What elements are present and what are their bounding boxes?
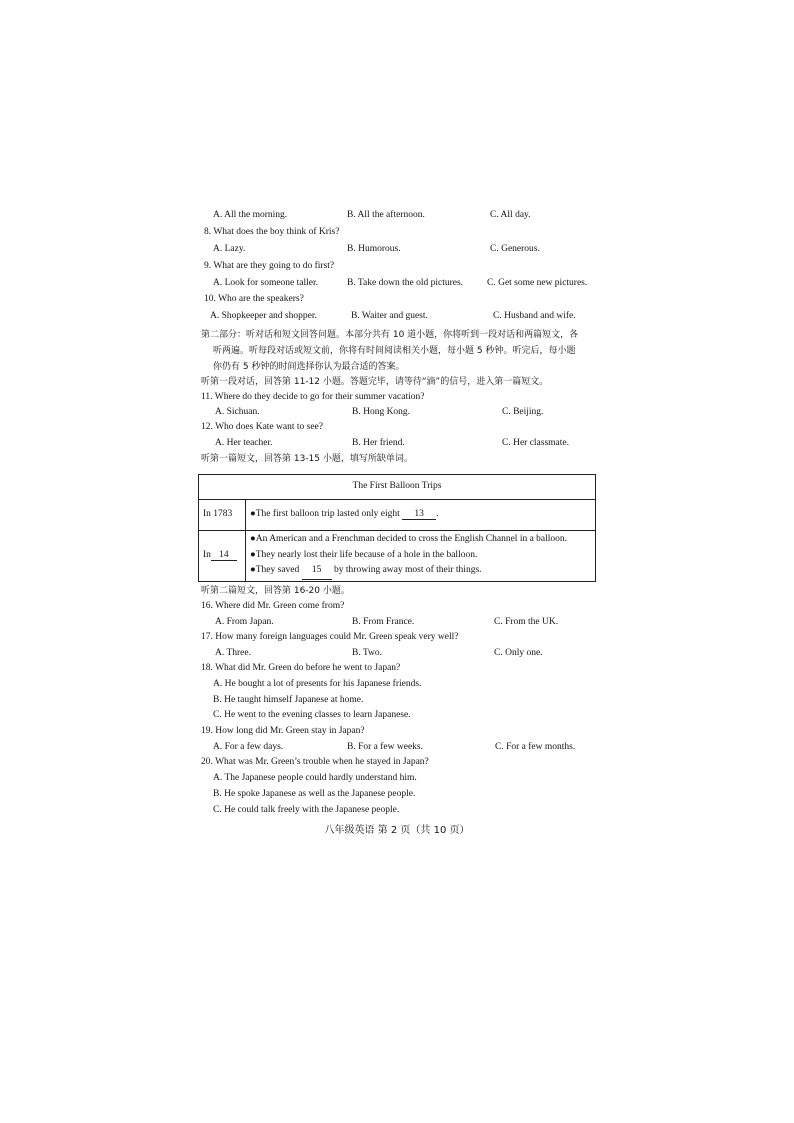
q17-stem: 17. How many foreign languages could Mr. Green speak very well? bbox=[201, 632, 459, 642]
q19-option-a: A. For a few days. bbox=[213, 742, 284, 752]
row1-key: In 1783 bbox=[199, 500, 246, 531]
q10-stem: 10. Who are the speakers? bbox=[204, 294, 304, 304]
table-row-1783 bbox=[199, 500, 596, 531]
q19-option-b: B. For a few weeks. bbox=[347, 742, 423, 752]
q11-options bbox=[0, 408, 794, 422]
page-footer: 八年级英语 第 2 页（共 10 页） bbox=[324, 825, 470, 836]
q20-option-a-line bbox=[0, 774, 794, 788]
q18-option-a-line bbox=[0, 680, 794, 694]
q20-option-a: A. The Japanese people could hardly understand him. bbox=[213, 773, 417, 783]
row1-content bbox=[246, 500, 596, 531]
q10-option-b: B. Waiter and guest. bbox=[351, 311, 428, 321]
part2-instructions-line2 bbox=[0, 347, 794, 361]
q11-option-c: C. Beijing. bbox=[502, 407, 544, 417]
q8-option-a: A. Lazy. bbox=[213, 244, 246, 254]
row2-key bbox=[199, 531, 246, 582]
q19-option-c: C. For a few months. bbox=[495, 742, 576, 752]
q7-option-b: B. All the afternoon. bbox=[347, 210, 425, 220]
q12-options bbox=[0, 439, 794, 453]
row2-bullet-1: ●An American and a Frenchman decided to cross the English Channel in a balloon. bbox=[250, 534, 568, 545]
q20-option-c: C. He could talk freely with the Japanese people. bbox=[213, 805, 400, 815]
q8-options bbox=[0, 245, 794, 259]
row2-bullet-3-before: ●They saved bbox=[250, 565, 300, 576]
blank-14[interactable]: 14 bbox=[211, 551, 237, 562]
passage2-intro bbox=[0, 587, 794, 601]
q16-options bbox=[0, 618, 794, 632]
q17-options bbox=[0, 649, 794, 663]
q17-stem-line bbox=[0, 633, 794, 647]
q7-option-a: A. All the morning. bbox=[213, 210, 288, 220]
q18-stem-line bbox=[0, 664, 794, 678]
part2-instructions-line3 bbox=[0, 363, 794, 377]
q9-stem-line bbox=[0, 262, 794, 276]
dialog-intro bbox=[0, 378, 794, 392]
q16-stem: 16. Where did Mr. Green come from? bbox=[201, 601, 345, 611]
q18-option-b-line bbox=[0, 696, 794, 710]
q20-stem-line bbox=[0, 758, 794, 772]
row1-text-before: ●The first balloon trip lasted only eight bbox=[250, 508, 400, 519]
q19-stem-line bbox=[0, 727, 794, 741]
table-row-in-14 bbox=[199, 531, 596, 582]
q16-option-b: B. From France. bbox=[352, 617, 415, 627]
q19-options bbox=[0, 743, 794, 757]
q17-option-c: C. Only one. bbox=[494, 648, 543, 658]
part2-line1-text: 第二部分：听对话和短文回答问题。本部分共有 10 道小题，你将听到一段对话和两篇短文，各 bbox=[201, 330, 579, 340]
q12-option-b: B. Her friend. bbox=[352, 438, 405, 448]
q7-option-c: C. All day. bbox=[490, 210, 531, 220]
q18-option-c: C. He went to the evening classes to learn Japanese. bbox=[213, 710, 411, 720]
q11-stem-line bbox=[0, 393, 794, 407]
passage1-intro bbox=[0, 455, 794, 469]
q20-stem: 20. What was Mr. Green’s trouble when he stayed in Japan? bbox=[201, 757, 429, 767]
q12-option-c: C. Her classmate. bbox=[502, 438, 570, 448]
q9-stem: 9. What are they going to do first? bbox=[204, 261, 335, 271]
q18-option-a: A. He bought a lot of presents for his Japanese friends. bbox=[213, 679, 422, 689]
row2-bullet-3 bbox=[250, 563, 591, 580]
blank-13[interactable]: 13 bbox=[402, 510, 436, 521]
passage2-intro-text: 听第二篇短文，回答第 16-20 小题。 bbox=[201, 586, 350, 596]
q18-option-c-line bbox=[0, 711, 794, 725]
q7-options bbox=[0, 211, 794, 225]
q12-stem: 12. Who does Kate want to see? bbox=[201, 422, 323, 432]
q12-stem-line bbox=[0, 423, 794, 437]
q10-option-c: C. Husband and wife. bbox=[493, 311, 576, 321]
blank-15[interactable]: 15 bbox=[302, 563, 332, 580]
q11-stem: 11. Where do they decide to go for their summer vacation? bbox=[201, 392, 425, 402]
part2-instructions-line1 bbox=[0, 331, 794, 345]
q10-options bbox=[0, 312, 794, 326]
q10-stem-line bbox=[0, 295, 794, 309]
q9-option-a: A. Look for someone taller. bbox=[213, 278, 319, 288]
q17-option-b: B. Two. bbox=[352, 648, 383, 658]
q8-stem: 8. What does the boy think of Kris? bbox=[204, 227, 340, 237]
part2-line3-text: 你仍有 5 秒钟的时间选择你认为最合适的答案。 bbox=[213, 362, 405, 372]
row1-text-after: . bbox=[436, 508, 439, 519]
q9-option-c: C. Get some new pictures. bbox=[487, 278, 588, 288]
row2-bullet-2: ●They nearly lost their life because of a hole in the balloon. bbox=[250, 549, 478, 560]
q17-option-a: A. Three. bbox=[215, 648, 251, 658]
balloon-trips-table bbox=[198, 474, 596, 582]
q8-stem-line bbox=[0, 228, 794, 242]
q8-option-c: C. Generous. bbox=[490, 244, 540, 254]
q18-stem: 18. What did Mr. Green do before he went to Japan? bbox=[201, 663, 401, 673]
row2-bullet-3-after: by throwing away most of their things. bbox=[334, 565, 482, 576]
q10-option-a: A. Shopkeeper and shopper. bbox=[210, 311, 317, 321]
q16-option-a: A. From Japan. bbox=[215, 617, 274, 627]
part2-line2-text: 听两遍。听每段对话或短文前，你将有时间阅读相关小题，每小题 5 秒钟。听完后，每小题 bbox=[213, 346, 576, 356]
q18-option-b: B. He taught himself Japanese at home. bbox=[213, 695, 364, 705]
row2-content bbox=[246, 531, 596, 582]
q19-stem: 19. How long did Mr. Green stay in Japan? bbox=[201, 726, 365, 736]
q12-option-a: A. Her teacher. bbox=[215, 438, 273, 448]
q11-option-a: A. Sichuan. bbox=[215, 407, 260, 417]
q20-option-b-line bbox=[0, 790, 794, 804]
passage1-intro-text: 听第一篇短文，回答第 13-15 小题，填写所缺单词。 bbox=[201, 454, 413, 464]
q16-stem-line bbox=[0, 602, 794, 616]
q20-option-c-line bbox=[0, 806, 794, 820]
q11-option-b: B. Hong Kong. bbox=[352, 407, 411, 417]
dialog-intro-text: 听第一段对话，回答第 11-12 小题。答题完毕，请等待“滴”的信号，进入第一篇短文。 bbox=[201, 377, 549, 387]
q9-options bbox=[0, 279, 794, 293]
table-title: The First Balloon Trips bbox=[199, 475, 596, 500]
q8-option-b: B. Humorous. bbox=[347, 244, 401, 254]
row2-key-prefix: In bbox=[203, 549, 211, 560]
q16-option-c: C. From the UK. bbox=[494, 617, 559, 627]
q20-option-b: B. He spoke Japanese as well as the Japanese people. bbox=[213, 789, 416, 799]
q9-option-b: B. Take down the old pictures. bbox=[347, 278, 464, 288]
